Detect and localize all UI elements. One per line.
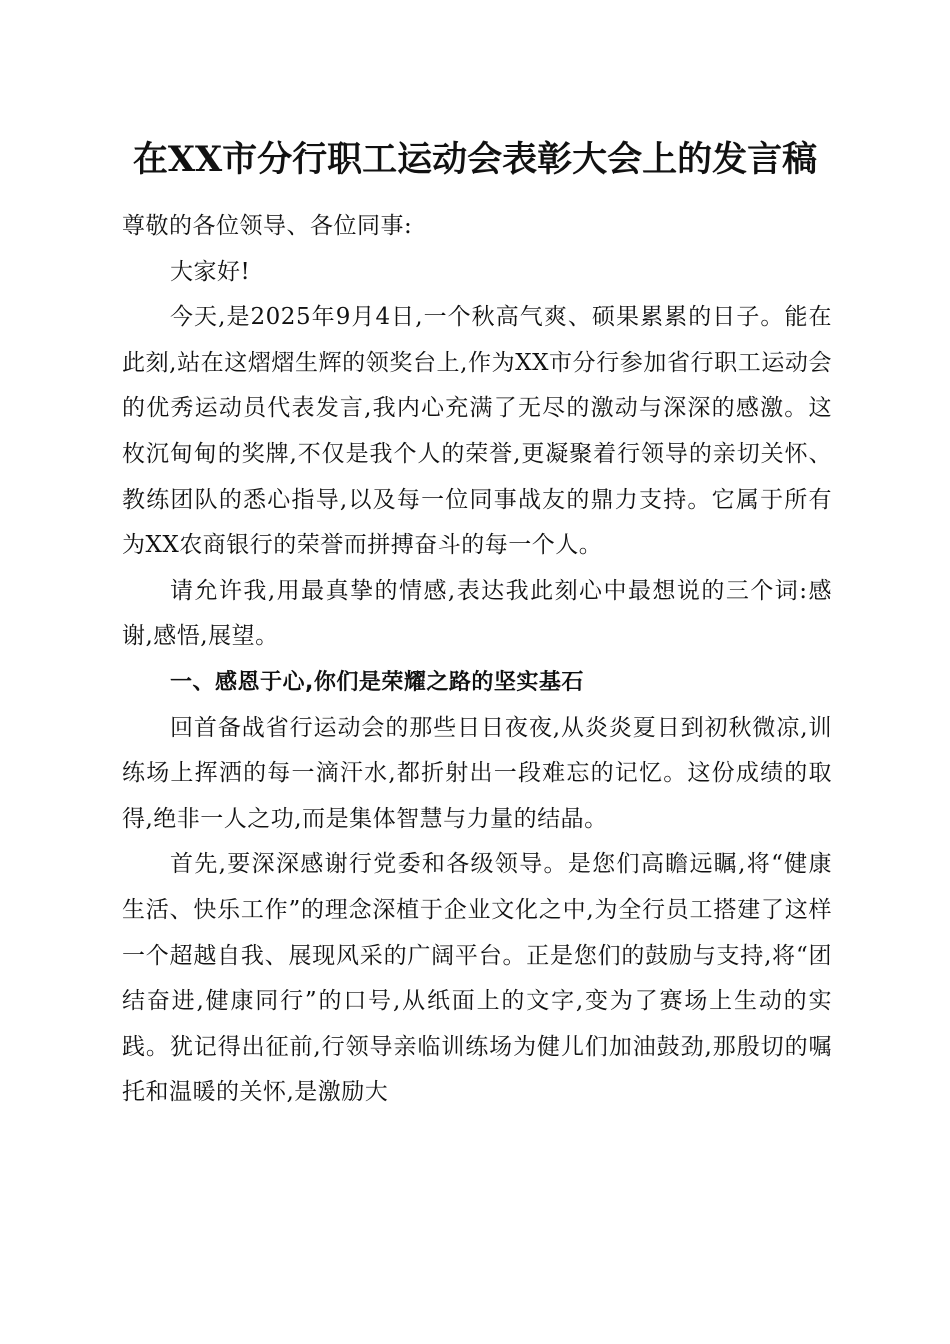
- salutation: 尊敬的各位领导、各位同事:: [122, 213, 413, 239]
- paragraph: 今天,是2025年9月4日,一个秋高气爽、硕果累累的日子。能在此刻,站在这熠熠生辉的领奖台上,作为XX市分行参加省行职工运动会的优秀运动员代表发言,我内心充满了无尽的激动与深深的感激。这枚沉甸甸的奖牌,不仅是我个人的荣誉,更凝聚着行领导的亲切关怀、教练团队的悉心指导,以及每一位同事战友的鼎力支持。它属于所有为XX农商银行的荣誉而拼搏奋斗的每一个人。: [122, 304, 832, 559]
- section-heading: 一、感恩于心,你们是荣耀之路的坚实基石: [170, 669, 584, 695]
- document-body: [122, 204, 832, 1116]
- document-title: 在XX市分行职工运动会表彰大会上的发言稿: [132, 139, 818, 180]
- paragraph: 请允许我,用最真挚的情感,表达我此刻心中最想说的三个词:感谢,感悟,展望。: [122, 577, 832, 650]
- paragraph: 首先,要深深感谢行党委和各级领导。是您们高瞻远瞩,将“健康生活、快乐工作”的理念深植于企业文化之中,为全行员工搭建了这样一个超越自我、展现风采的广阔平台。正是您们的鼓励与支持,将“团结奋进,健康同行”的口号,从纸面上的文字,变为了赛场上生动的实践。犹记得出征前,行领导亲临训练场为健儿们加油鼓劲,那殷切的嘱托和温暖的关怀,是激励大: [122, 851, 832, 1106]
- paragraph: 回首备战省行运动会的那些日日夜夜,从炎炎夏日到初秋微凉,训练场上挥洒的每一滴汗水,都折射出一段难忘的记忆。这份成绩的取得,绝非一人之功,而是集体智慧与力量的结晶。: [122, 714, 832, 832]
- greeting: 大家好!: [170, 258, 251, 285]
